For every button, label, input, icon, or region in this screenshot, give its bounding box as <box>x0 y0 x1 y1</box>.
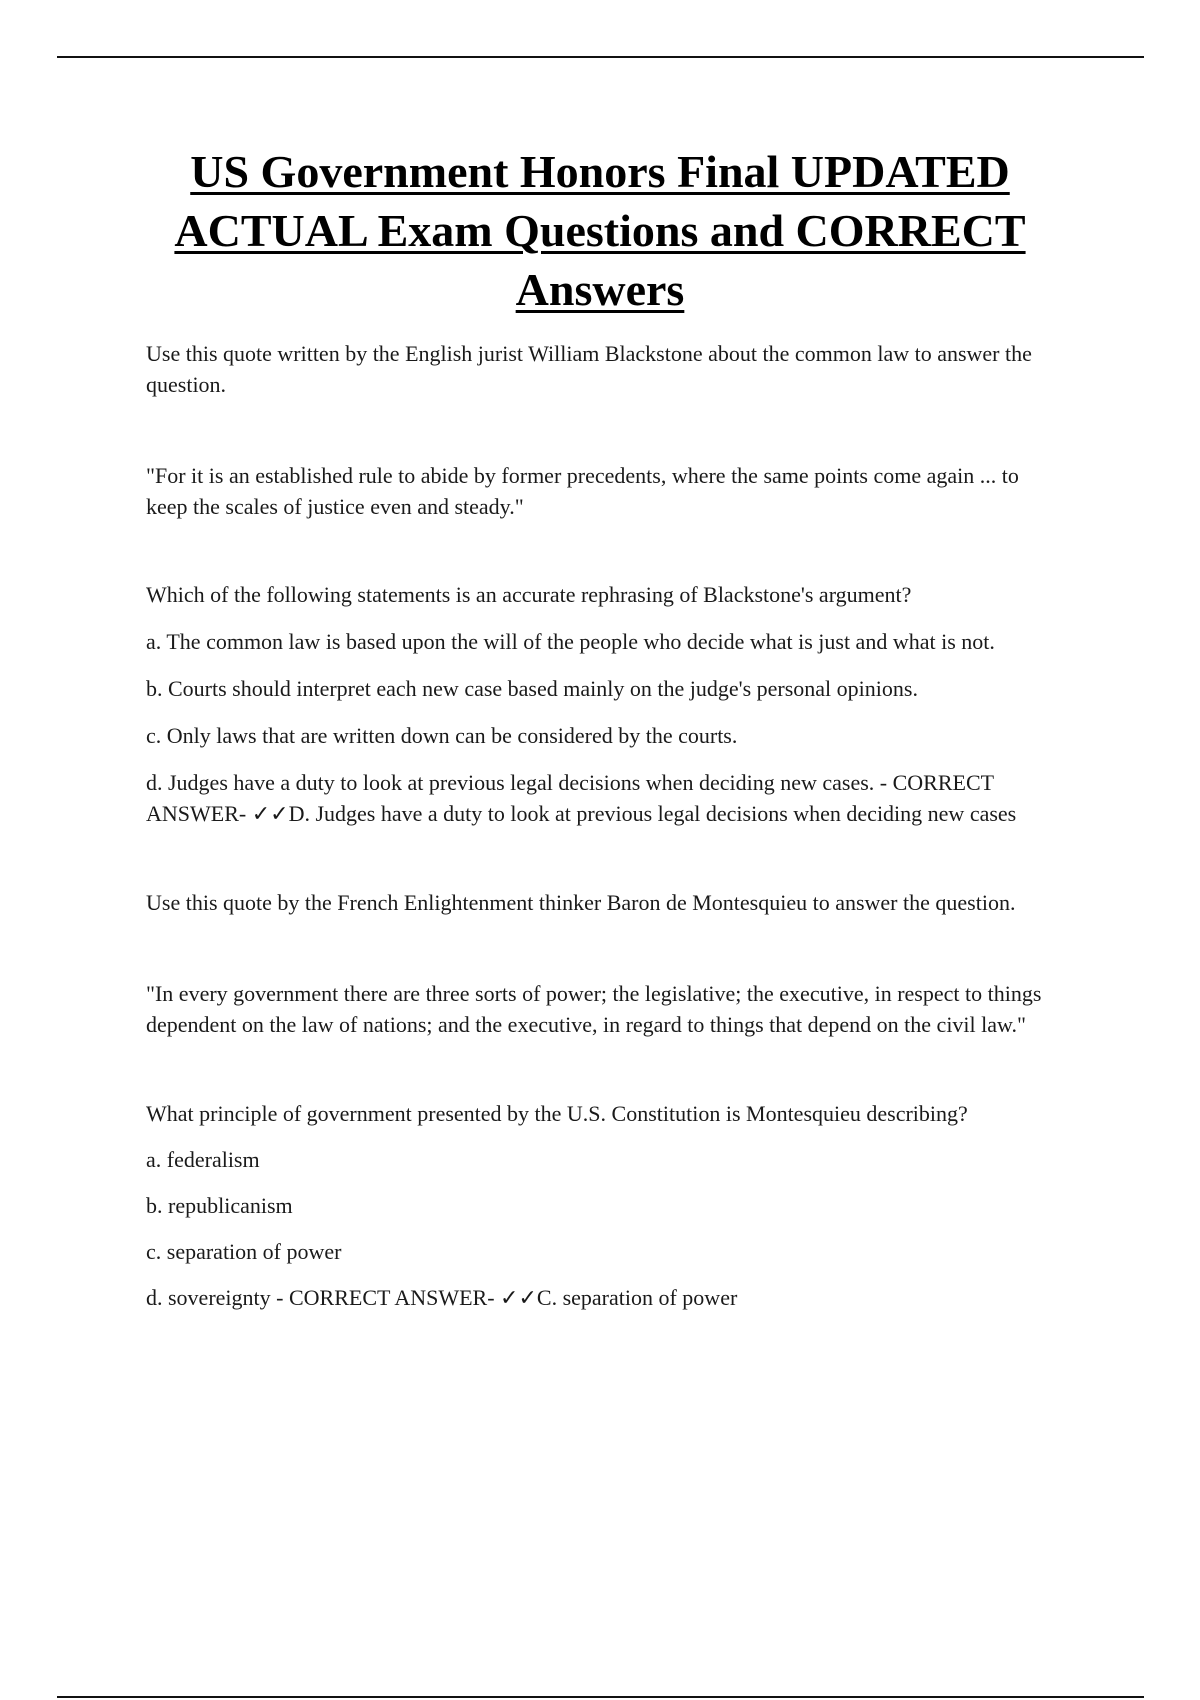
question-1-option-a: a. The common law is based upon the will of the people who decide what is just and what is not. <box>146 629 995 654</box>
question-1-option-c: c. Only laws that are written down can be considered by the courts. <box>146 723 738 748</box>
question-1-quote: "For it is an established rule to abide by former precedents, where the same points come again ... to keep the scales of justice even and steady." <box>146 463 1019 519</box>
top-divider <box>57 56 1144 58</box>
bottom-divider <box>57 1696 1144 1698</box>
document-body <box>146 338 1058 1313</box>
question-2-option-a: a. federalism <box>146 1147 260 1172</box>
question-2-option-c: c. separation of power <box>146 1239 342 1264</box>
question-2-prompt: What principle of government presented by the U.S. Constitution is Montesquieu describing? <box>146 1101 968 1126</box>
question-2-option-d-with-answer: d. sovereignty - CORRECT ANSWER- ✓✓C. separation of power <box>146 1285 738 1310</box>
page-title: US Government Honors Final UPDATED ACTUAL Exam Questions and CORRECT Answers <box>174 146 1026 315</box>
question-2-intro: Use this quote by the French Enlightenment thinker Baron de Montesquieu to answer the question. <box>146 890 1016 915</box>
question-2 <box>146 887 1058 1313</box>
question-1-intro: Use this quote written by the English jurist William Blackstone about the common law to answer the question. <box>146 341 1032 397</box>
question-1-option-b: b. Courts should interpret each new case based mainly on the judge's personal opinions. <box>146 676 918 701</box>
question-1-prompt: Which of the following statements is an accurate rephrasing of Blackstone's argument? <box>146 582 912 607</box>
question-2-quote: "In every government there are three sorts of power; the legislative; the executive, in respect to things dependent on the law of nations; and the executive, in regard to things that depend on the civil law." <box>146 981 1042 1037</box>
question-2-option-b: b. republicanism <box>146 1193 293 1218</box>
question-1-option-d-with-answer: d. Judges have a duty to look at previous legal decisions when deciding new cases. - CORRECT ANSWER- ✓✓D. Judges have a duty to look at previous legal decisions when deciding new cases <box>146 770 1017 826</box>
question-1 <box>146 338 1058 829</box>
